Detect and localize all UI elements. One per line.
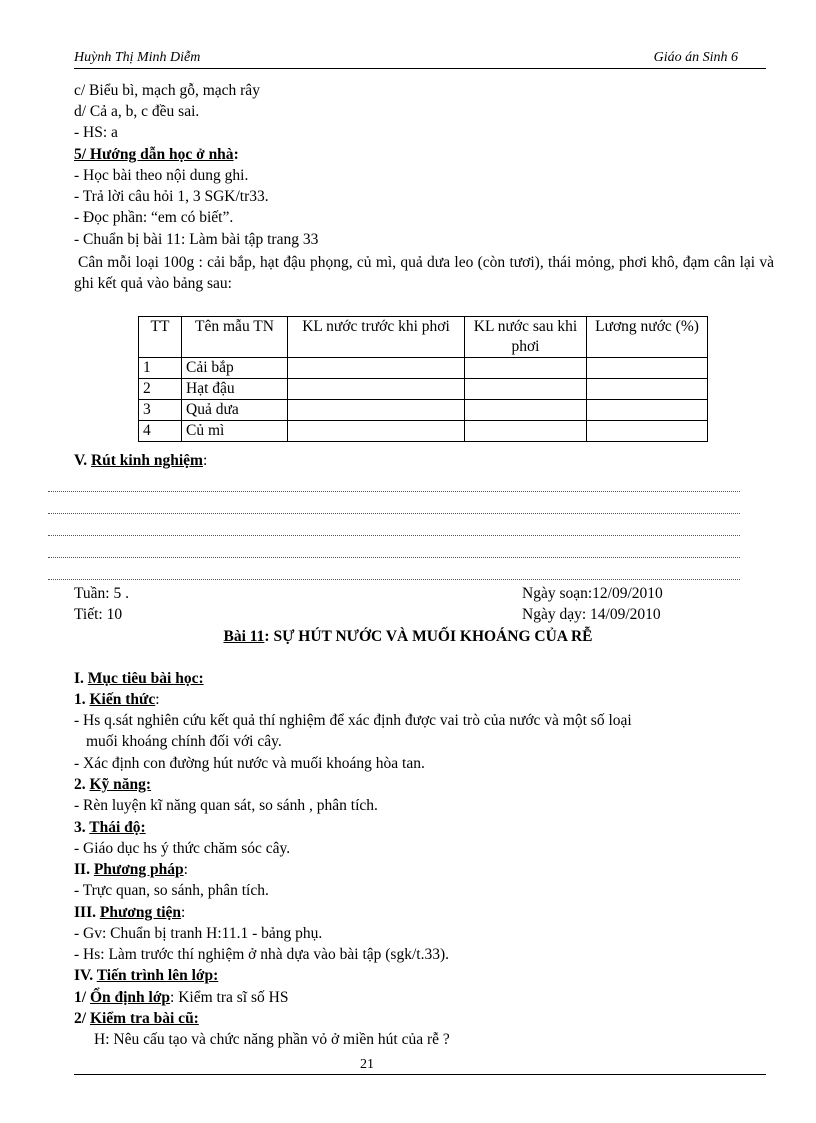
homework-item: - Đọc phần: “em có biết”. <box>74 209 234 226</box>
homework-item: - Trả lời câu hỏi 1, 3 SGK/tr33. <box>74 188 269 205</box>
skills-item: - Rèn luyện kĩ năng quan sát, so sánh , phân tích. <box>74 797 378 814</box>
homework-item: - Chuẩn bị bài 11: Làm bài tập trang 33 <box>74 231 319 248</box>
table-row <box>139 400 708 421</box>
homework-item: - Học bài theo nội dung ghi. <box>74 167 249 184</box>
dotted-line <box>48 535 740 536</box>
dotted-line <box>48 513 740 514</box>
means-item: - Hs: Làm trước thí nghiệm ở nhà dựa vào bài tập (sgk/t.33). <box>74 946 449 963</box>
cell-sample: Quả dưa <box>182 400 288 421</box>
procedure-heading: IV. Tiến trình lên lớp: <box>74 967 219 984</box>
lesson-title: Bài 11: SỰ HÚT NƯỚC VÀ MUỐI KHOÁNG CỦA RỄ <box>223 628 593 645</box>
cell-empty <box>288 379 465 400</box>
cell-empty <box>587 379 708 400</box>
experience-heading: V. Rút kinh nghiệm: <box>74 452 208 469</box>
knowledge-item-cont: muối khoáng chính đối với cây. <box>86 733 282 750</box>
cell-empty <box>465 379 587 400</box>
header-author: Huỳnh Thị Minh Diễm <box>74 50 201 65</box>
means-heading: III. Phương tiện: <box>74 904 186 921</box>
skills-heading: 2. Kỹ năng: <box>74 776 152 793</box>
footer-rule <box>74 1074 766 1075</box>
dotted-line <box>48 557 740 558</box>
table-row <box>139 421 708 442</box>
week: Tuần: 5 . <box>74 585 129 602</box>
prep-date: Ngày soạn:12/09/2010 <box>522 585 663 602</box>
cell-sample: Hạt đậu <box>182 379 288 400</box>
procedure-step1: 1/ Ổn định lớp: Kiểm tra sĩ số HS <box>74 989 289 1006</box>
cell-empty <box>587 358 708 379</box>
cell-tt: 2 <box>139 379 182 400</box>
cell-tt: 4 <box>139 421 182 442</box>
cell-empty <box>288 358 465 379</box>
header-subject: Giáo án Sinh 6 <box>653 50 738 65</box>
period: Tiết: 10 <box>74 606 123 623</box>
answer-d: d/ Cả a, b, c đều sai. <box>74 103 200 120</box>
th-percent: Lương nước (%) <box>587 317 708 358</box>
experiment-table <box>138 316 708 442</box>
homework-heading: 5/ Hướng dẫn học ở nhà: <box>74 146 239 163</box>
cell-empty <box>587 400 708 421</box>
attitude-heading: 3. Thái độ: <box>74 819 146 836</box>
teach-date: Ngày dạy: 14/09/2010 <box>522 606 661 623</box>
method-heading: II. Phương pháp: <box>74 861 188 878</box>
cell-empty <box>288 400 465 421</box>
cell-sample: Cải bắp <box>182 358 288 379</box>
table-row <box>139 358 708 379</box>
cell-empty <box>587 421 708 442</box>
procedure-step2: 2/ Kiểm tra bài cũ: <box>74 1010 199 1027</box>
knowledge-heading: 1. Kiến thức: <box>74 691 160 708</box>
hs-answer: - HS: a <box>74 124 118 141</box>
homework-paragraph: Cân mỗi loại 100g : cải bắp, hạt đậu phọng, củ mì, quả dưa leo (còn tươi), thái mỏng, phơi khô, đạm cân lại và ghi kết quả vào bảng sau: <box>74 254 774 292</box>
objectives-heading: I. Mục tiêu bài học: <box>74 670 204 687</box>
page-header <box>74 50 766 68</box>
th-after: KL nước sau khi phơi <box>465 317 587 358</box>
th-tt: TT <box>139 317 182 358</box>
method-item: - Trực quan, so sánh, phân tích. <box>74 882 269 899</box>
cell-empty <box>288 421 465 442</box>
cell-tt: 1 <box>139 358 182 379</box>
cell-tt: 3 <box>139 400 182 421</box>
th-before: KL nước trước khi phơi <box>288 317 465 358</box>
attitude-item: - Giáo dục hs ý thức chăm sóc cây. <box>74 840 291 857</box>
cell-empty <box>465 421 587 442</box>
knowledge-item: - Xác định con đường hút nước và muối khoáng hòa tan. <box>74 755 425 772</box>
means-item: - Gv: Chuẩn bị tranh H:11.1 - bảng phụ. <box>74 925 323 942</box>
dotted-line <box>48 579 740 580</box>
cell-empty <box>465 358 587 379</box>
page-number: 21 <box>360 1057 374 1072</box>
cell-sample: Củ mì <box>182 421 288 442</box>
dotted-line <box>48 491 740 492</box>
answer-c: c/ Biểu bì, mạch gỗ, mạch rây <box>74 82 260 99</box>
review-question: H: Nêu cấu tạo và chức năng phần vỏ ở miền hút của rễ ? <box>94 1031 450 1048</box>
th-sample: Tên mẫu TN <box>182 317 288 358</box>
header-rule <box>74 68 766 69</box>
cell-empty <box>465 400 587 421</box>
knowledge-item: - Hs q.sát nghiên cứu kết quả thí nghiệm để xác định được vai trò của nước và một số loại <box>74 712 632 729</box>
table-row <box>139 379 708 400</box>
table-header-row <box>139 317 708 358</box>
